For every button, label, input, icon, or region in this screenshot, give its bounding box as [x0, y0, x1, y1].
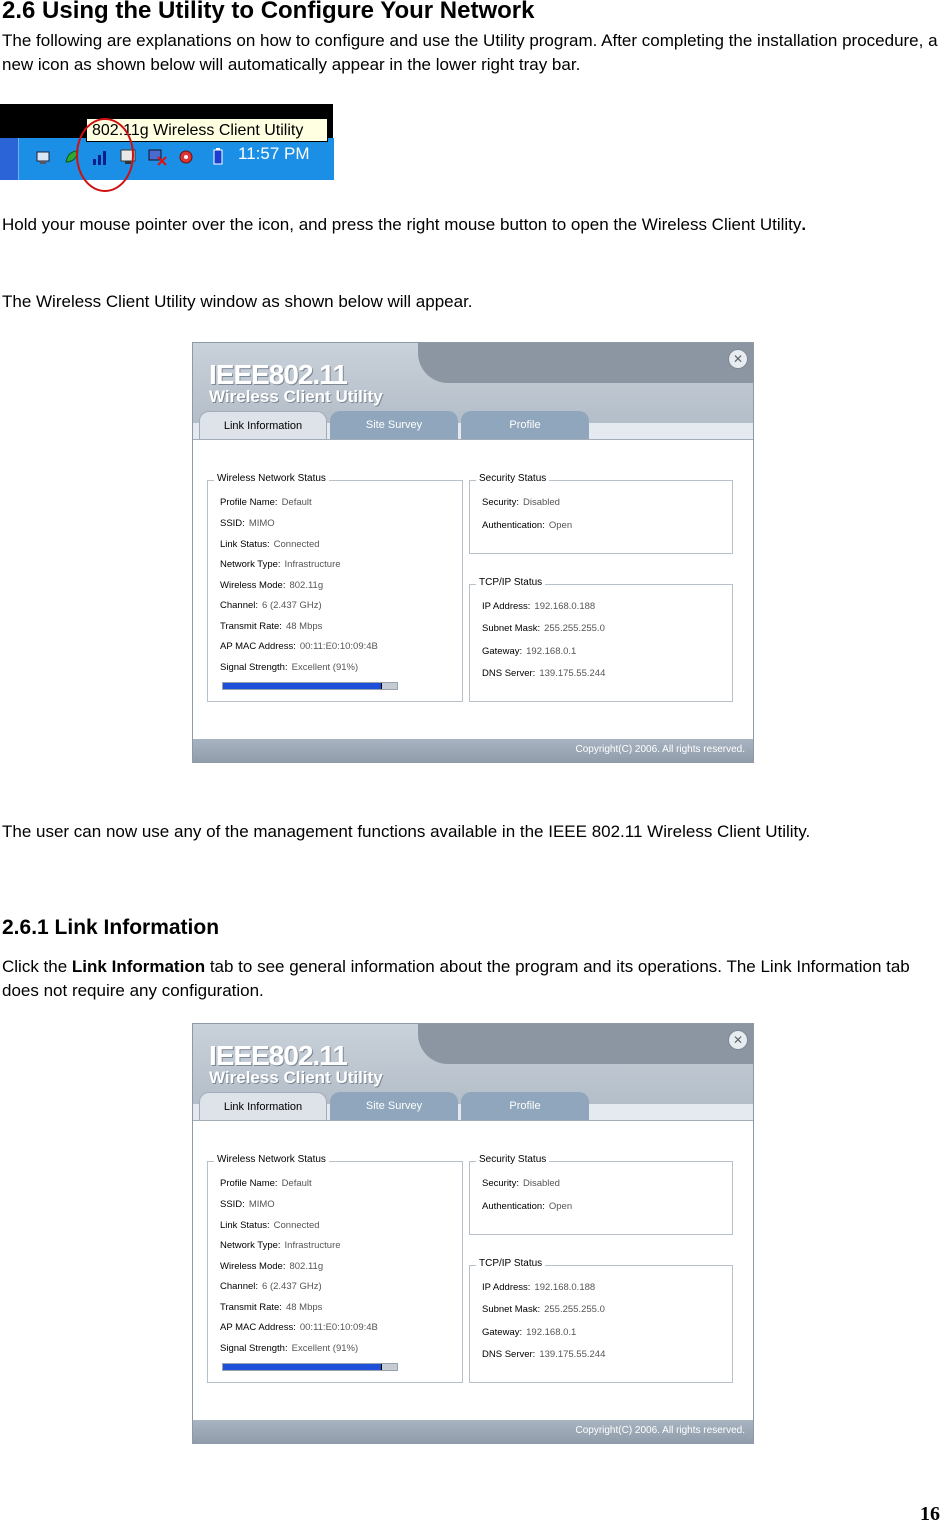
copyright: Copyright(C) 2006. All rights reserved. [575, 1425, 745, 1436]
window-paragraph: The Wireless Client Utility window as shown below will appear. [2, 292, 473, 311]
status-row: Network Type: Infrastructure [220, 1240, 341, 1251]
link-info-panel [193, 439, 753, 740]
link-info-panel [193, 1120, 753, 1421]
signal-strength-bar [222, 682, 398, 690]
status-row: AP MAC Address: 00:11:E0:10:09:4B [220, 641, 378, 652]
status-row: Security: Disabled [482, 497, 560, 508]
status-row: Subnet Mask: 255.255.255.0 [482, 623, 605, 634]
page-number: 16 [920, 1503, 940, 1525]
status-row: Network Type: Infrastructure [220, 559, 341, 570]
status-row: Profile Name: Default [220, 497, 312, 508]
security-status-group: Security Status Security: Disabled Authentication: Open [469, 480, 733, 554]
utility-window [192, 342, 754, 763]
status-row: Channel: 6 (2.437 GHz) [220, 1281, 322, 1292]
network-icon[interactable] [36, 148, 52, 166]
tray-clock[interactable]: 11:57 PM [238, 144, 310, 163]
tab-profile[interactable]: Profile [461, 1092, 589, 1120]
status-row: Link Status: Connected [220, 539, 320, 550]
window-footer [193, 1420, 753, 1444]
tab-site-survey[interactable]: Site Survey [330, 1092, 458, 1120]
wireless-network-status-group: Wireless Network Status Profile Name: Default SSID: MIMO Link Status: Connected Network Type: Infrastructure Wireless Mode: 802.11g Channel: 6 (2.437 GHz) Transmit Rate: 48 Mbps AP MAC Address: 00:11:E0:10:09:4B Signal Strength: Excellent (91%) [207, 480, 463, 702]
subsection-title: 2.6.1 Link Information [2, 916, 220, 939]
hover-paragraph: Hold your mouse pointer over the icon, and press the right mouse button to open the Wireless Client Utility. [2, 215, 807, 234]
tcpip-status-group: TCP/IP Status IP Address: 192.168.0.188 Subnet Mask: 255.255.255.0 Gateway: 192.168.0.1 DNS Server: 139.175.55.244 [469, 584, 733, 702]
status-row: Signal Strength: Excellent (91%) [220, 662, 359, 673]
utility-title: IEEE802.11 [209, 359, 347, 390]
section-title: 2.6 Using the Utility to Configure Your Network [2, 0, 535, 24]
status-row: SSID: MIMO [220, 1199, 275, 1210]
status-row: SSID: MIMO [220, 518, 275, 529]
tab-profile[interactable]: Profile [461, 411, 589, 439]
wireless-network-status-group: Wireless Network Status Profile Name: Default SSID: MIMO Link Status: Connected Network Type: Infrastructure Wireless Mode: 802.11g Channel: 6 (2.437 GHz) Transmit Rate: 48 Mbps AP MAC Address: 00:11:E0:10:09:4B Signal Strength: Excellent (91%) [207, 1161, 463, 1383]
disconnected-network-icon[interactable] [148, 148, 164, 166]
intro-paragraph: The following are explanations on how to configure and use the Utility program. After completing the installation procedure, a new icon as shown below will automatically appear in the lower right tray bar. [2, 31, 938, 74]
highlight-circle [76, 118, 134, 192]
status-row: Transmit Rate: 48 Mbps [220, 621, 323, 632]
link-info-paragraph: Click the Link Information tab to see general information about the program and its operations. The Link Information tab does not require any configuration. [2, 957, 910, 1000]
security-status-group: Security Status Security: Disabled Authentication: Open [469, 1161, 733, 1235]
tray-screenshot [0, 104, 333, 180]
status-row: IP Address: 192.168.0.188 [482, 601, 596, 612]
tab-link-information[interactable]: Link Information [199, 1092, 327, 1122]
window-footer [193, 739, 753, 763]
close-icon[interactable]: ✕ [728, 349, 748, 369]
utility-subtitle: Wireless Client Utility [209, 387, 383, 406]
status-row: DNS Server: 139.175.55.244 [482, 1349, 606, 1360]
copyright: Copyright(C) 2006. All rights reserved. [575, 744, 745, 755]
status-row: Wireless Mode: 802.11g [220, 1261, 324, 1272]
status-row: DNS Server: 139.175.55.244 [482, 668, 606, 679]
utility-window [192, 1023, 754, 1444]
tab-site-survey[interactable]: Site Survey [330, 411, 458, 439]
status-row: IP Address: 192.168.0.188 [482, 1282, 596, 1293]
tray-tooltip: 802.11g Wireless Client Utility [86, 118, 328, 142]
utility-title: IEEE802.11 [209, 1040, 347, 1071]
status-row: Subnet Mask: 255.255.255.0 [482, 1304, 605, 1315]
status-row: Signal Strength: Excellent (91%) [220, 1343, 359, 1354]
status-row: Channel: 6 (2.437 GHz) [220, 600, 322, 611]
signal-strength-bar [222, 1363, 398, 1371]
status-row: Gateway: 192.168.0.1 [482, 646, 577, 657]
status-row: AP MAC Address: 00:11:E0:10:09:4B [220, 1322, 378, 1333]
close-icon[interactable]: ✕ [728, 1030, 748, 1050]
security-icon[interactable] [178, 148, 194, 166]
manage-paragraph: The user can now use any of the management functions available in the IEEE 802.11 Wireless Client Utility. [2, 822, 811, 841]
status-row: Gateway: 192.168.0.1 [482, 1327, 577, 1338]
status-row: Security: Disabled [482, 1178, 560, 1189]
status-row: Link Status: Connected [220, 1220, 320, 1231]
utility-subtitle: Wireless Client Utility [209, 1068, 383, 1087]
status-row: Wireless Mode: 802.11g [220, 580, 324, 591]
tab-link-information[interactable]: Link Information [199, 411, 327, 441]
status-row: Authentication: Open [482, 520, 573, 531]
tcpip-status-group: TCP/IP Status IP Address: 192.168.0.188 Subnet Mask: 255.255.255.0 Gateway: 192.168.0.1 DNS Server: 139.175.55.244 [469, 1265, 733, 1383]
status-row: Authentication: Open [482, 1201, 573, 1212]
status-row: Transmit Rate: 48 Mbps [220, 1302, 323, 1313]
battery-icon[interactable] [212, 148, 228, 166]
status-row: Profile Name: Default [220, 1178, 312, 1189]
